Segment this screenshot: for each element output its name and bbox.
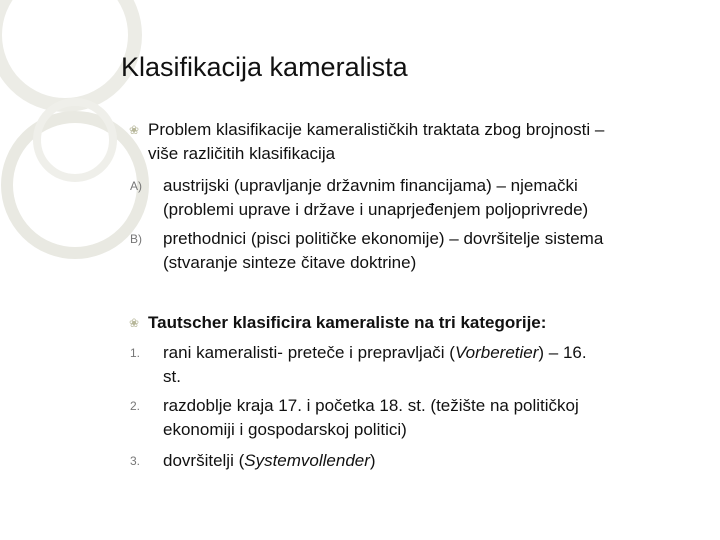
- list-item-b-line1: prethodnici (pisci političke ekonomije) – dovršitelje sistema: [163, 229, 604, 248]
- bullet-problem-line2: više različitih klasifikacija: [148, 144, 336, 163]
- list-item-1-line2: st.: [163, 367, 181, 386]
- deco-circle-large: [7, 117, 143, 253]
- list-item-1-line1: rani kameralisti- preteče i prepravljači (Vorberetier) – 16.: [163, 343, 587, 362]
- list-marker-1: 1.: [130, 346, 141, 360]
- list-item-b-line2: (stvaranje sinteze čitave doktrine): [163, 253, 417, 272]
- list-item-2-line1: razdoblje kraja 17. i početka 18. st. (težište na političkoj: [163, 396, 579, 415]
- list-item-2-line2: ekonomiji i gospodarskoj politici): [163, 420, 407, 439]
- list-marker-2: 2.: [130, 399, 141, 413]
- list-marker-3: 3.: [130, 454, 141, 468]
- slide-title: Klasifikacija kameralista: [121, 52, 408, 82]
- list-item-a-line2: (problemi uprave i države i unaprjeđenjem poljoprivrede): [163, 200, 589, 219]
- bullet-marker-icon: ❀: [129, 123, 140, 137]
- list-marker-b: B): [130, 232, 142, 246]
- bullet-tautscher-text: Tautscher klasificira kameraliste na tri kategorije:: [148, 313, 547, 332]
- deco-circle-top: [0, 0, 135, 105]
- bullet-marker-icon: ❀: [129, 316, 140, 330]
- list-item-3-line1: dovršitelji (Systemvollender): [163, 451, 376, 470]
- list-marker-a: A): [130, 179, 142, 193]
- list-item-a-line1: austrijski (upravljanje državnim financijama) – njemački: [163, 176, 578, 195]
- bullet-problem-line1: Problem klasifikacije kameralističkih traktata zbog brojnosti –: [148, 120, 605, 139]
